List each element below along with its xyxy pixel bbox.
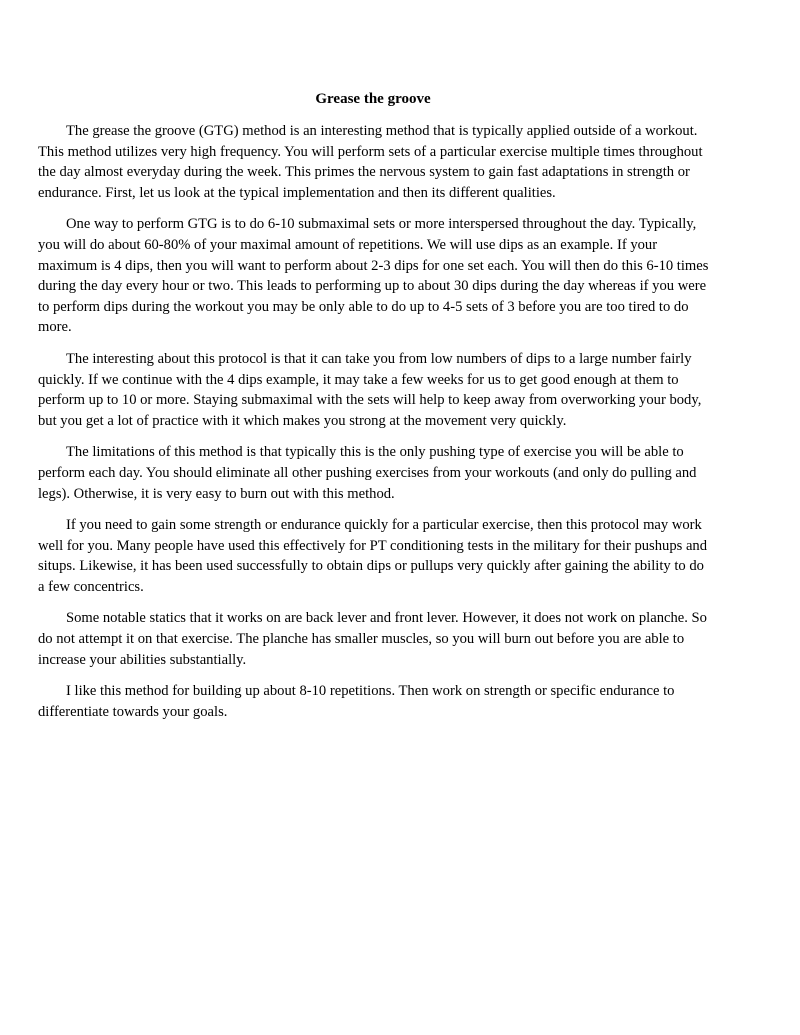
paragraph: Some notable statics that it works on are back lever and front lever. However, it does not work on planche. So do not attempt it on that exercise. The planche has smaller muscles, so you will burn out before you are able to increase your abilities substantially. bbox=[38, 610, 707, 668]
paragraph: One way to perform GTG is to do 6-10 submaximal sets or more interspersed throughout the day. Typically, you will do about 60-80% of your maximal amount of repetitions. We will use dips as an example. If your maximum is 4 dips, then you will want to perform about 2-3 dips for one set each. You will then do this 6-10 times during the day every hour or two. This leads to performing up to about 30 dips during the day whereas if you were to perform dips during the workout you may be only able to do up to 4-5 sets of 3 before you are too tired to do more. bbox=[38, 216, 709, 336]
paragraph: The limitations of this method is that typically this is the only pushing type of exercise you will be able to perform each day. You should eliminate all other pushing exercises from your workouts (and only do pulling and legs). Otherwise, it is very easy to burn out with this method. bbox=[38, 444, 697, 502]
paragraph: The interesting about this protocol is that it can take you from low numbers of dips to a large number fairly quickly. If we continue with the 4 dips example, it may take a few weeks for us to get good enough at them to perform up to 10 or more. Staying submaximal with the sets will help to keep away from overworking your body, but you get a lot of practice with it which makes you strong at the movement very quickly. bbox=[38, 350, 702, 429]
paragraph: I like this method for building up about 8-10 repetitions. Then work on strength or specific endurance to differentiate towards your goals. bbox=[38, 683, 675, 720]
paragraph: The grease the groove (GTG) method is an interesting method that is typically applied outside of a workout. This method utilizes very high frequency. You will perform sets of a particular exercise multiple times throughout the day almost everyday during the week. This primes the nervous system to gain fast adaptations in strength or endurance. First, let us look at the typical implementation and then its different qualities. bbox=[38, 123, 703, 201]
document-body bbox=[38, 121, 714, 733]
paragraph: If you need to gain some strength or endurance quickly for a particular exercise, then this protocol may work well for you. Many people have used this effectively for PT conditioning tests in the military for their pushups and situps. Likewise, it has been used successfully to obtain dips or pullups very quickly after gaining the ability to do a few concentrics. bbox=[38, 517, 708, 595]
document-title: Grease the groove bbox=[315, 91, 431, 107]
